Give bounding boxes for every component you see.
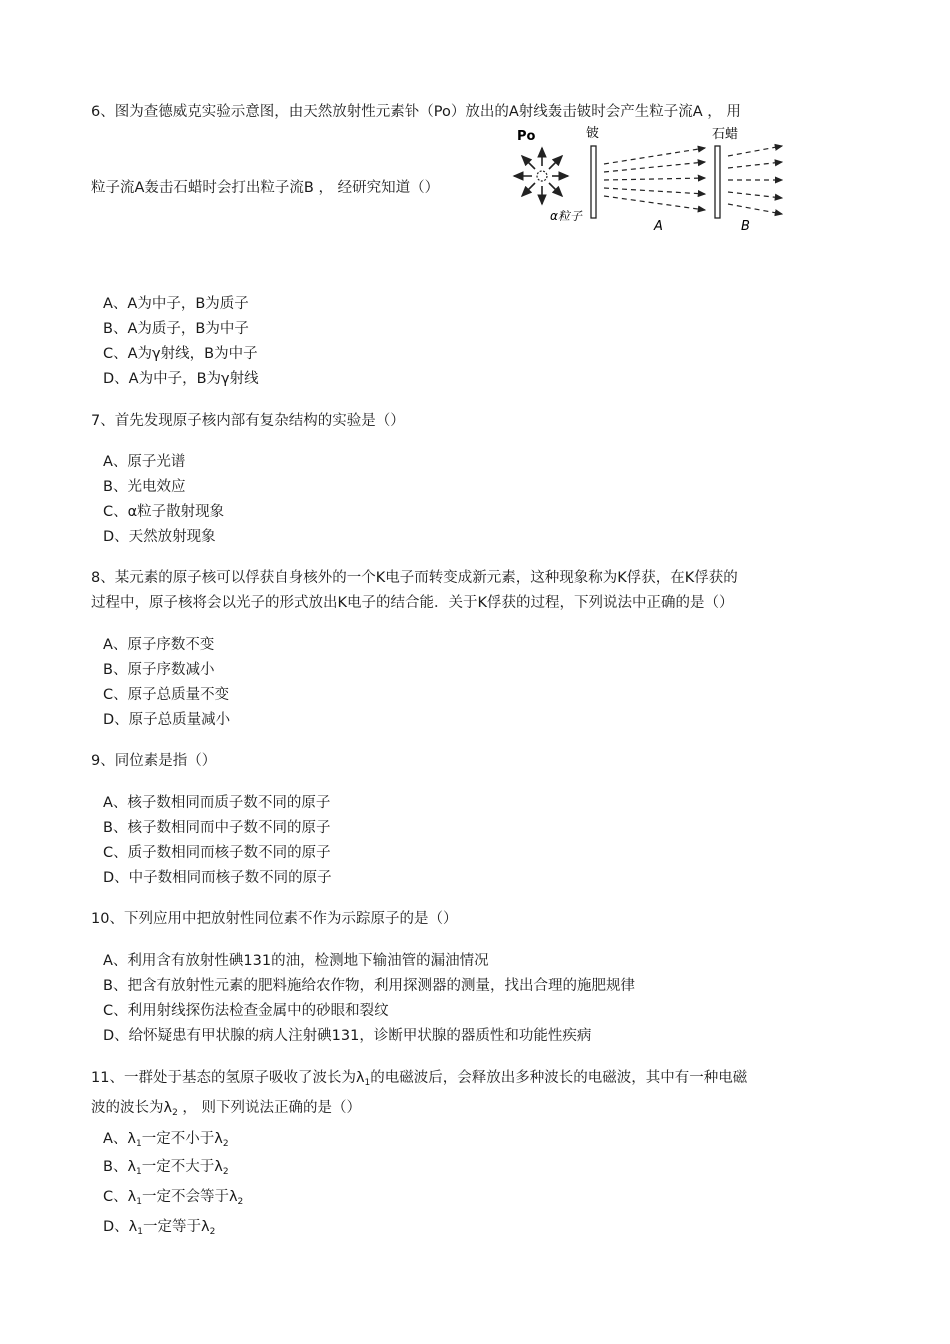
q9-option-b[interactable]: B、核子数相同而中子数不同的原子 [103, 820, 331, 836]
fig-po-label: Po [517, 129, 536, 144]
q9-option-c[interactable]: C、质子数相同而核子数不同的原子 [103, 845, 331, 861]
q7-stem: 7、首先发现原子核内部有复杂结构的实验是（） [91, 413, 405, 429]
q10-option-d[interactable]: D、给怀疑患有甲状腺的病人注射碘131，诊断甲状腺的器质性和功能性疾病 [103, 1028, 592, 1044]
q11-option-a[interactable]: A、$\lambda_1$一定不小于$\lambda_2$ [103, 1131, 229, 1149]
beryllium-plate [591, 146, 596, 218]
q9-option-a[interactable]: A、核子数相同而质子数不同的原子 [103, 795, 331, 811]
q6-stem-line1: 6、图为查德威克实验示意图，由天然放射性元素钋（Po）放出的A射线轰击铍时会产生粒子流A ， 用 [91, 104, 741, 120]
fig-wax-label: 石蜡 [712, 127, 739, 142]
q11-stem-line1: 11、一群处于基态的氢原子吸收了波长为$\lambda_1$的电磁波后，会释放出多种波长的电磁波，其中有一种电磁 [91, 1070, 748, 1088]
q11-option-c[interactable]: C、$\lambda_1$一定不会等于$\lambda_2$ [103, 1189, 244, 1207]
paraffin-plate [715, 146, 720, 218]
fig-be-label: 铍 [586, 126, 600, 141]
q10-option-c[interactable]: C、利用射线探伤法检查金属中的砂眼和裂纹 [103, 1003, 389, 1019]
po-source-icon [514, 148, 568, 204]
fig-a-label: A [654, 219, 663, 234]
fig-alpha-label: α粒子 [550, 209, 582, 223]
q10-stem: 10、下列应用中把放射性同位素不作为示踪原子的是（） [91, 911, 458, 927]
particle-stream-a [604, 148, 705, 210]
q7-option-c[interactable]: C、α粒子散射现象 [103, 504, 225, 520]
q7-option-a[interactable]: A、原子光谱 [103, 454, 186, 470]
chadwick-experiment-figure [500, 122, 790, 240]
q11-stem-line2: 波的波长为$\lambda_2$ ， 则下列说法正确的是（） [91, 1100, 362, 1118]
q6-stem-line2: 粒子流A轰击石蜡时会打出粒子流B ， 经研究知道（） [91, 180, 440, 196]
q7-option-d[interactable]: D、天然放射现象 [103, 529, 216, 545]
q6-option-b[interactable]: B、A为质子，B为中子 [103, 321, 249, 337]
q10-option-a[interactable]: A、利用含有放射性碘131的油，检测地下输油管的漏油情况 [103, 953, 489, 969]
q8-stem-line2: 过程中，原子核将会以光子的形式放出K电子的结合能．关于K俘获的过程，下列说法中正确的是（） [91, 595, 734, 611]
particle-stream-b [728, 146, 782, 214]
q11-option-b[interactable]: B、$\lambda_1$一定不大于$\lambda_2$ [103, 1159, 229, 1177]
q8-option-a[interactable]: A、原子序数不变 [103, 637, 215, 653]
q11-option-d[interactable]: D、$\lambda_1$一定等于$\lambda_2$ [103, 1219, 216, 1237]
q6-option-d[interactable]: D、A为中子，B为γ射线 [103, 371, 259, 387]
fig-b-label: B [741, 219, 750, 234]
q10-option-b[interactable]: B、把含有放射性元素的肥料施给农作物，利用探测器的测量，找出合理的施肥规律 [103, 978, 635, 994]
q8-option-d[interactable]: D、原子总质量减小 [103, 712, 231, 728]
q9-option-d[interactable]: D、中子数相同而核子数不同的原子 [103, 870, 332, 886]
q8-option-b[interactable]: B、原子序数减小 [103, 662, 215, 678]
q9-stem: 9、同位素是指（） [91, 753, 217, 769]
q6-option-c[interactable]: C、A为γ射线，B为中子 [103, 346, 258, 362]
q7-option-b[interactable]: B、光电效应 [103, 479, 186, 495]
q8-stem-line1: 8、某元素的原子核可以俘获自身核外的一个K电子而转变成新元素，这种现象称为K俘获，在K俘获的 [91, 570, 738, 586]
q8-option-c[interactable]: C、原子总质量不变 [103, 687, 230, 703]
q6-option-a[interactable]: A、A为中子，B为质子 [103, 296, 249, 312]
